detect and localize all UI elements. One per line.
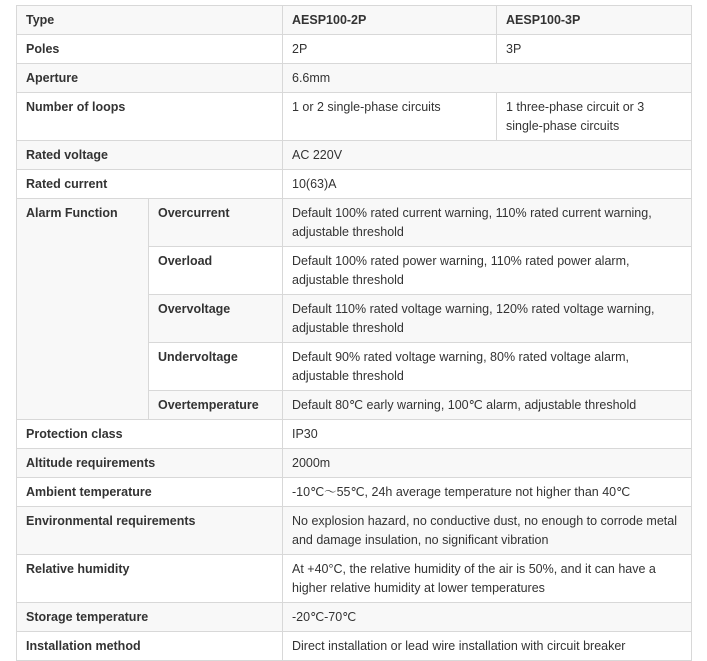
cell-value: AC 220V xyxy=(283,141,692,170)
row-label: Poles xyxy=(17,35,283,64)
row-label: Type xyxy=(17,6,283,35)
cell-value: 2P xyxy=(283,35,497,64)
cell-value: Default 100% rated power warning, 110% rated power alarm, adjustable threshold xyxy=(283,247,692,295)
table-row xyxy=(17,478,692,507)
cell-value: 10(63)A xyxy=(283,170,692,199)
table-row xyxy=(17,170,692,199)
alarm-sub-label: Overtemperature xyxy=(149,391,283,420)
cell-value: Default 90% rated voltage warning, 80% rated voltage alarm, adjustable threshold xyxy=(283,343,692,391)
table-row xyxy=(17,449,692,478)
table-row xyxy=(17,35,692,64)
alarm-sub-label: Overvoltage xyxy=(149,295,283,343)
row-label: Protection class xyxy=(17,420,283,449)
table-row xyxy=(17,64,692,93)
cell-value: IP30 xyxy=(283,420,692,449)
row-label: Rated voltage xyxy=(17,141,283,170)
cell-value: No explosion hazard, no conductive dust, no enough to corrode metal and damage insulation, no significant vibration xyxy=(283,507,692,555)
table-row xyxy=(17,632,692,661)
row-label: Storage temperature xyxy=(17,603,283,632)
row-label: Environmental requirements xyxy=(17,507,283,555)
alarm-sub-label: Overload xyxy=(149,247,283,295)
spec-table xyxy=(16,5,692,661)
table-row xyxy=(17,199,692,247)
table-row xyxy=(17,141,692,170)
table-row xyxy=(17,507,692,555)
cell-value: At +40°C, the relative humidity of the air is 50%, and it can have a higher relative humidity at lower temperatures xyxy=(283,555,692,603)
row-label: Altitude requirements xyxy=(17,449,283,478)
cell-value: 1 or 2 single-phase circuits xyxy=(283,93,497,141)
cell-value: Default 110% rated voltage warning, 120% rated voltage warning, adjustable threshold xyxy=(283,295,692,343)
cell-value: Default 100% rated current warning, 110% rated current warning, adjustable threshold xyxy=(283,199,692,247)
table-row xyxy=(17,420,692,449)
row-label: Number of loops xyxy=(17,93,283,141)
cell-value: -20℃-70℃ xyxy=(283,603,692,632)
alarm-sub-label: Undervoltage xyxy=(149,343,283,391)
row-label: Aperture xyxy=(17,64,283,93)
header-3p: AESP100-3P xyxy=(497,6,692,35)
alarm-sub-label: Overcurrent xyxy=(149,199,283,247)
row-label: Rated current xyxy=(17,170,283,199)
row-label: Installation method xyxy=(17,632,283,661)
cell-value: Direct installation or lead wire installation with circuit breaker xyxy=(283,632,692,661)
row-label: Ambient temperature xyxy=(17,478,283,507)
table-row xyxy=(17,93,692,141)
cell-value: 2000m xyxy=(283,449,692,478)
header-2p: AESP100-2P xyxy=(283,6,497,35)
table-row xyxy=(17,555,692,603)
cell-value: 3P xyxy=(497,35,692,64)
row-label: Relative humidity xyxy=(17,555,283,603)
cell-value: Default 80℃ early warning, 100℃ alarm, adjustable threshold xyxy=(283,391,692,420)
table-row xyxy=(17,603,692,632)
cell-value: 1 three-phase circuit or 3 single-phase circuits xyxy=(497,93,692,141)
table-row xyxy=(17,6,692,35)
alarm-function-label: Alarm Function xyxy=(17,199,149,420)
cell-value: 6.6mm xyxy=(283,64,692,93)
cell-value: -10℃～55℃, 24h average temperature not higher than 40℃ xyxy=(283,478,692,507)
